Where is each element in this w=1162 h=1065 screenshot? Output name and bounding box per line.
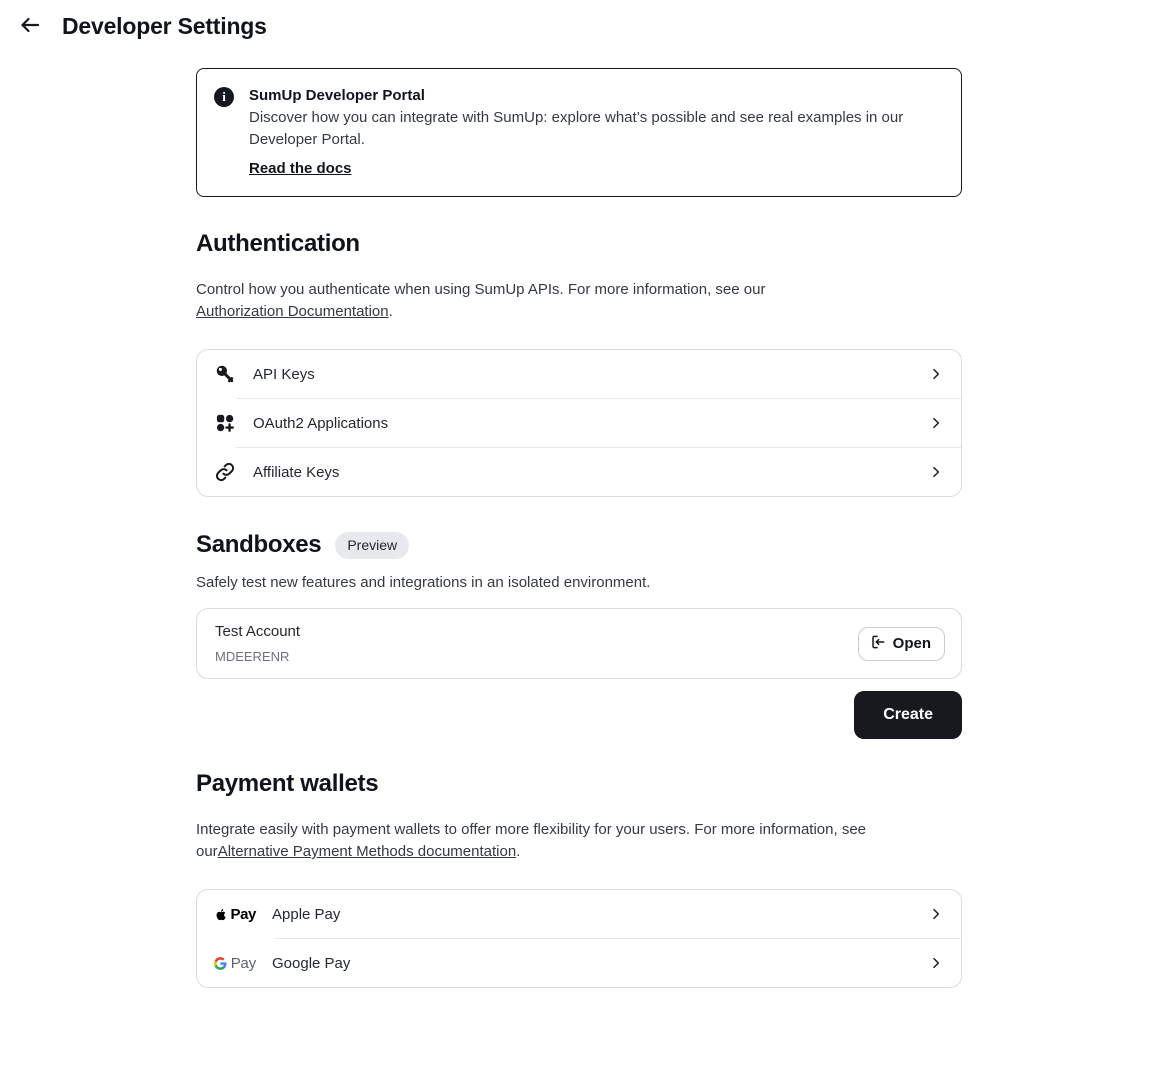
developer-portal-banner (196, 68, 962, 197)
main-content (196, 68, 962, 988)
sandbox-account-code: MDEERENR (215, 649, 290, 664)
preview-badge: Preview (335, 532, 409, 559)
login-icon (870, 634, 886, 654)
authentication-description: Control how you authenticate when using SumUp APIs. For more information, see our Authorization Documentation. (196, 281, 766, 320)
list-item-apple-pay[interactable] (197, 890, 961, 938)
chevron-right-icon (929, 367, 943, 381)
authentication-list-card (196, 349, 962, 497)
chevron-right-icon (929, 907, 943, 921)
chevron-right-icon (929, 956, 943, 970)
google-pay-logo: Pay (214, 955, 256, 972)
page-header (0, 0, 1162, 48)
chevron-right-icon (929, 416, 943, 430)
list-item-label: Affiliate Keys (253, 463, 340, 481)
alternative-payment-methods-link[interactable]: Alternative Payment Methods documentation (217, 843, 517, 860)
list-item-api-keys[interactable] (197, 350, 961, 398)
apple-pay-logo: Pay (214, 906, 256, 923)
list-item-affiliate-keys[interactable] (197, 448, 961, 496)
sandboxes-heading-row (196, 531, 962, 559)
list-item-label: Apple Pay (272, 905, 341, 923)
list-item-label: OAuth2 Applications (253, 414, 389, 432)
sandbox-account-card (196, 608, 962, 679)
page-title: Developer Settings (62, 13, 267, 39)
info-icon: i (214, 87, 234, 107)
sandboxes-heading: Sandboxes (196, 531, 322, 558)
open-button-label: Open (892, 635, 931, 652)
chevron-right-icon (929, 465, 943, 479)
banner-text (249, 85, 943, 178)
list-item-label: API Keys (253, 365, 315, 383)
create-sandbox-button[interactable]: Create (854, 691, 962, 739)
list-item-google-pay[interactable] (197, 939, 961, 987)
apps-plus-icon (214, 412, 236, 434)
key-icon (214, 363, 236, 385)
authentication-heading: Authentication (196, 230, 360, 257)
banner-title: SumUp Developer Portal (249, 87, 425, 104)
read-the-docs-link[interactable]: Read the docs (249, 160, 352, 177)
banner-body: Discover how you can integrate with SumUp: explore what’s possible and see real examples in our Developer Portal. (249, 109, 904, 148)
payment-wallets-card (196, 889, 962, 988)
create-row (196, 691, 962, 739)
back-arrow-icon (18, 13, 42, 40)
payment-wallets-description: Integrate easily with payment wallets to offer more flexibility for your users. For more information, see ourAlternative Payment Methods documentation. (196, 821, 866, 860)
payment-wallets-heading: Payment wallets (196, 770, 379, 797)
list-item-label: Google Pay (272, 954, 351, 972)
list-item-oauth2-applications[interactable] (197, 399, 961, 447)
open-sandbox-button[interactable] (858, 627, 945, 661)
sandbox-account-name: Test Account (215, 623, 301, 640)
sandboxes-description: Safely test new features and integrations in an isolated environment. (196, 574, 651, 591)
back-button[interactable] (17, 14, 43, 40)
sandbox-account-info (215, 621, 300, 666)
link-icon (214, 461, 236, 483)
authorization-documentation-link[interactable]: Authorization Documentation (196, 303, 389, 320)
